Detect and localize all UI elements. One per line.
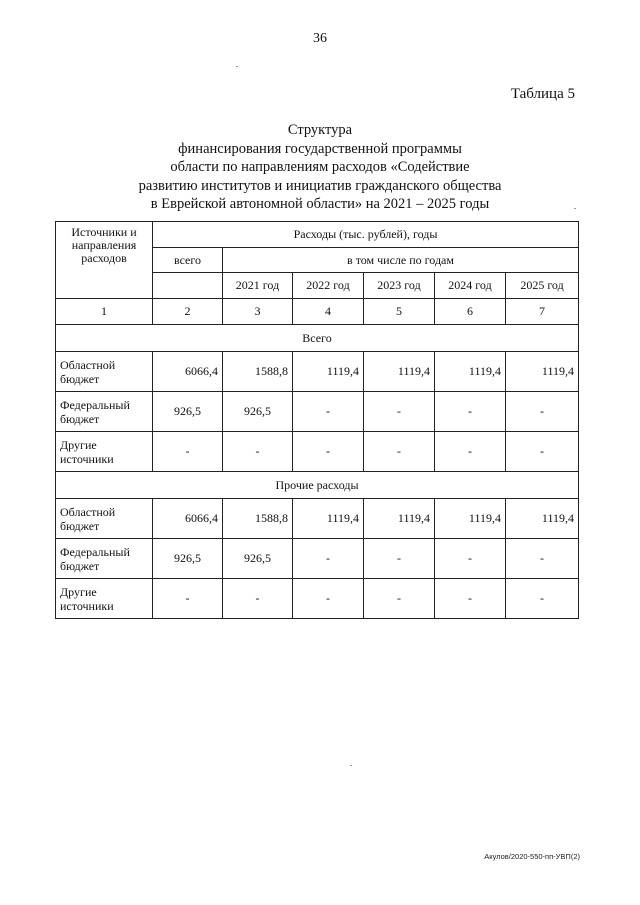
column-number: 3: [223, 299, 293, 325]
header-total: всего: [153, 248, 223, 273]
financing-table: [55, 221, 579, 619]
header-year: 2022 год: [293, 273, 364, 299]
section-row: [56, 325, 579, 352]
table-title: [90, 121, 550, 214]
table-label: Таблица 5: [510, 86, 575, 102]
table-row: [56, 539, 579, 579]
page-number: 36: [313, 31, 327, 46]
value-cell: 1119,4: [364, 499, 435, 539]
value-cell: 1119,4: [293, 499, 364, 539]
column-number: 5: [364, 299, 435, 325]
row-label: Областной бюджет: [56, 499, 153, 539]
value-cell: -: [223, 579, 293, 619]
column-number: 1: [56, 299, 153, 325]
column-number: 2: [153, 299, 223, 325]
scan-speck: [574, 208, 576, 209]
column-number: 6: [435, 299, 506, 325]
header-expenses: Расходы (тыс. рублей), годы: [153, 222, 579, 248]
value-cell: -: [506, 432, 579, 472]
value-cell: -: [364, 392, 435, 432]
value-cell: 1588,8: [223, 352, 293, 392]
header-year: 2021 год: [223, 273, 293, 299]
value-cell: 1119,4: [506, 352, 579, 392]
header-sources: Источники и направления расходов: [56, 222, 153, 299]
value-cell: -: [293, 432, 364, 472]
title-line: финансирования государственной программы: [178, 140, 462, 157]
value-cell: -: [153, 579, 223, 619]
value-cell: -: [293, 579, 364, 619]
table-row: [56, 432, 579, 472]
header-row-1: [56, 222, 579, 248]
header-empty-cell: [153, 273, 223, 299]
section-row: [56, 472, 579, 499]
header-year: 2024 год: [435, 273, 506, 299]
value-cell: 926,5: [153, 539, 223, 579]
section-title: Прочие расходы: [56, 472, 579, 499]
table-row: [56, 352, 579, 392]
value-cell: -: [364, 432, 435, 472]
scan-speck: [350, 765, 352, 766]
title-line: Структура: [287, 122, 353, 138]
section-title: Всего: [56, 325, 579, 352]
value-cell: 926,5: [153, 392, 223, 432]
value-cell: 926,5: [223, 539, 293, 579]
row-label: Другие источники: [56, 432, 153, 472]
table-row: [56, 499, 579, 539]
title-line: области по направлениям расходов «Содействие: [170, 159, 470, 175]
column-number-row: [56, 299, 579, 325]
row-label: Федеральный бюджет: [56, 392, 153, 432]
value-cell: -: [435, 392, 506, 432]
value-cell: -: [506, 579, 579, 619]
title-line: развитию институтов и инициатив гражданского общества: [138, 177, 502, 194]
value-cell: -: [506, 539, 579, 579]
column-number: 7: [506, 299, 579, 325]
value-cell: -: [435, 579, 506, 619]
value-cell: 1119,4: [506, 499, 579, 539]
value-cell: 6066,4: [153, 352, 223, 392]
table-row: [56, 392, 579, 432]
value-cell: -: [364, 539, 435, 579]
value-cell: -: [223, 432, 293, 472]
value-cell: 926,5: [223, 392, 293, 432]
value-cell: 1119,4: [435, 499, 506, 539]
value-cell: -: [293, 539, 364, 579]
column-number: 4: [293, 299, 364, 325]
value-cell: 1119,4: [435, 352, 506, 392]
scan-speck: [236, 66, 238, 67]
title-line: в Еврейской автономной области» на 2021 – 2025 годы: [150, 196, 490, 212]
value-cell: -: [506, 392, 579, 432]
row-label: Областной бюджет: [56, 352, 153, 392]
value-cell: 1119,4: [364, 352, 435, 392]
value-cell: -: [435, 539, 506, 579]
value-cell: 1588,8: [223, 499, 293, 539]
value-cell: 6066,4: [153, 499, 223, 539]
value-cell: -: [435, 432, 506, 472]
row-label: Другие источники: [56, 579, 153, 619]
table-row: [56, 579, 579, 619]
footer-code: Акулов/2020-550-пп-УВП(2): [484, 852, 580, 861]
header-including: в том числе по годам: [223, 248, 579, 273]
header-year: 2025 год: [506, 273, 579, 299]
row-label: Федеральный бюджет: [56, 539, 153, 579]
value-cell: -: [153, 432, 223, 472]
value-cell: -: [293, 392, 364, 432]
value-cell: -: [364, 579, 435, 619]
value-cell: 1119,4: [293, 352, 364, 392]
header-year: 2023 год: [364, 273, 435, 299]
